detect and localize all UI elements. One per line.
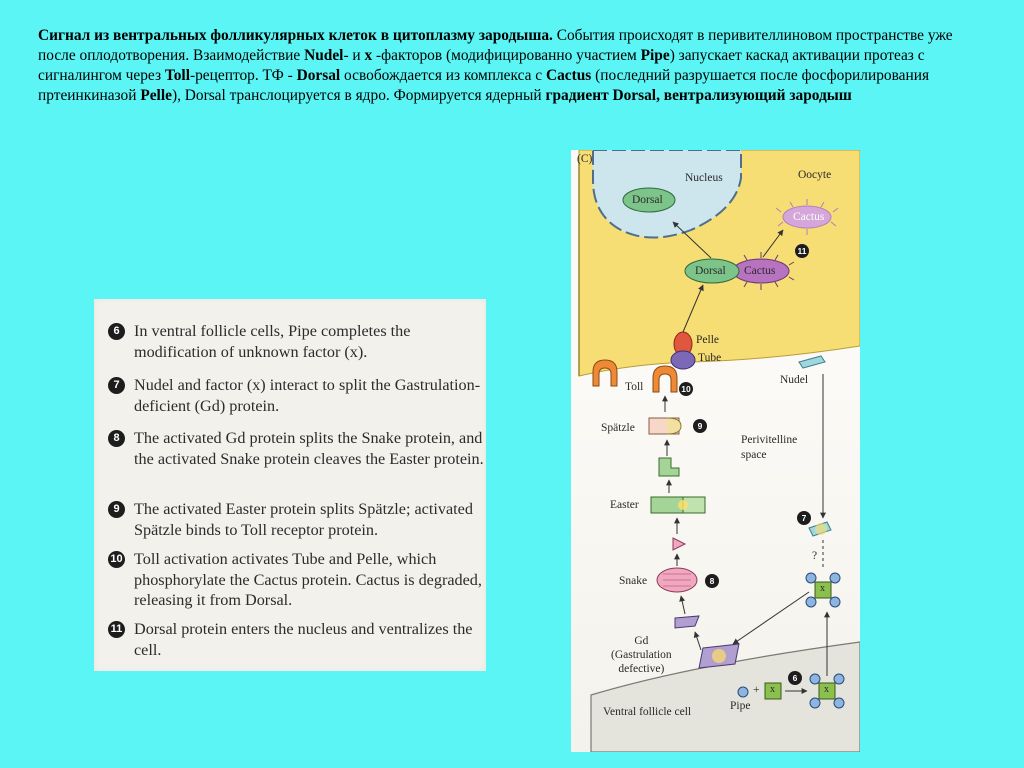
- gd-activated: [675, 616, 699, 628]
- step-6: [108, 321, 486, 362]
- label-tube: Tube: [698, 352, 722, 364]
- label-gd: Gd (Gastrulation defective): [611, 635, 672, 675]
- label-dorsal-nuclear: Dorsal: [632, 194, 663, 206]
- step-number: 6: [108, 323, 125, 340]
- badge-10: 10: [679, 382, 693, 396]
- step-text: Dorsal protein enters the nucleus and ventralizes the cell.: [134, 620, 473, 659]
- tube: [671, 351, 695, 369]
- label-x-pipe: x: [770, 684, 775, 695]
- header-t4: - и: [343, 47, 365, 64]
- header-t6: -факторов (модифицированно участием: [372, 47, 641, 64]
- badge-11: 11: [795, 244, 809, 258]
- label-pelle: Pelle: [696, 334, 719, 346]
- label-x-lower: x: [824, 684, 829, 695]
- header-t8: ) запускает каскад активации протеаз с сигналингом через: [38, 47, 925, 84]
- spatzle: [649, 418, 681, 434]
- label-toll: Toll: [625, 381, 644, 393]
- step-number: 8: [108, 430, 125, 447]
- header-t9: Toll: [164, 67, 190, 84]
- label-dorsal: Dorsal: [695, 265, 726, 277]
- header-t3: Nudel: [304, 47, 344, 64]
- header-t12: освобождается из комплекса с: [340, 67, 546, 84]
- label-nudel: Nudel: [780, 374, 809, 386]
- badge-7: 7: [797, 511, 811, 525]
- step-text: Nudel and factor (x) interact to split the Gastrulation-deficient (Gd) protein.: [134, 376, 481, 415]
- label-easter: Easter: [610, 499, 639, 511]
- label-cactus-degraded: Cactus: [793, 211, 825, 223]
- header-t2: События происходят в перивителлиновом пространстве уже после оплодотворения. Взаимодействие: [38, 27, 953, 64]
- nudel: [799, 356, 825, 368]
- steps-panel: [94, 299, 486, 671]
- label-plus: +: [753, 684, 760, 696]
- step-text: The activated Easter protein splits Spätzle; activated Spätzle binds to Toll receptor protein.: [134, 500, 473, 539]
- signaling-diagram: [571, 150, 860, 752]
- header-t11: Dorsal: [296, 67, 341, 84]
- header-t16: ), Dorsal транслоцируется в ядро. Формируется ядерный: [171, 87, 546, 104]
- label-ventral-follicle-cell: Ventral follicle cell: [603, 706, 692, 718]
- easter: [651, 497, 705, 513]
- badge-8: 8: [705, 574, 719, 588]
- step-text: Toll activation activates Tube and Pelle, which phosphorylate the Cactus protein. Cactus is degraded, releasing it from Dorsal.: [134, 550, 482, 609]
- label-perivitelline: Perivitelline space: [741, 434, 798, 461]
- header-t13: Cactus: [545, 67, 592, 84]
- header-text: [38, 26, 978, 106]
- step-10: [108, 549, 486, 611]
- step-text: In ventral follicle cells, Pipe completes the modification of unknown factor (x).: [134, 322, 411, 361]
- label-spatzle: Spätzle: [601, 422, 635, 434]
- header-t15: Pelle: [140, 87, 172, 104]
- header-t5: x: [364, 47, 373, 64]
- label-nucleus: Nucleus: [685, 172, 723, 184]
- step-text: The activated Gd protein splits the Snake protein, and the activated Snake protein cleaves the Easter protein.: [134, 429, 484, 468]
- header-t14: (последний разрушается после фосфорилирования пртеинкиназой: [38, 67, 930, 104]
- step-number: 9: [108, 501, 125, 518]
- step-11: [108, 619, 486, 660]
- header-t17: градиент Dorsal, вентрализующий зародыш: [545, 87, 852, 104]
- badge-9: 9: [693, 419, 707, 433]
- step-number: 11: [108, 621, 125, 638]
- step-number: 10: [108, 551, 125, 568]
- step-9: [108, 499, 486, 540]
- label-question: ?: [812, 550, 818, 562]
- label-pipe: Pipe: [730, 700, 751, 712]
- gd: [699, 644, 739, 668]
- label-cactus: Cactus: [744, 265, 776, 277]
- header-t7: Pipe: [640, 47, 670, 64]
- header-t1: Сигнал из вентральных фолликулярных клеток в цитоплазму зародыша.: [38, 27, 553, 44]
- badge-6: 6: [788, 671, 802, 685]
- nudel-spark: [815, 523, 827, 535]
- pipe: [738, 687, 748, 697]
- step-7: [108, 375, 486, 416]
- snake: [657, 568, 697, 592]
- step-number: 7: [108, 377, 125, 394]
- label-x-upper: x: [820, 583, 825, 594]
- label-oocyte: Oocyte: [798, 169, 832, 181]
- panel-label: (C): [577, 153, 593, 165]
- step-8: [108, 428, 486, 469]
- header-t10: -рецептор. ТФ -: [189, 67, 297, 84]
- label-snake: Snake: [619, 575, 648, 587]
